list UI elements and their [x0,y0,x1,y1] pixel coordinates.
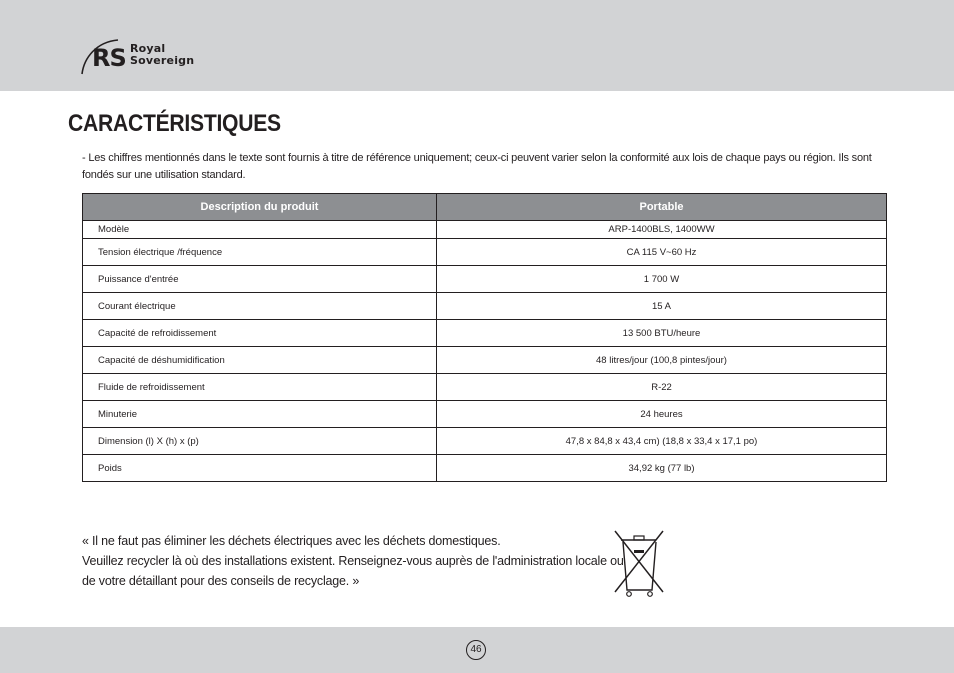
table-row [83,428,887,455]
svg-text:RS: RS [92,44,126,72]
table-row [83,293,887,320]
row-value: 13 500 BTU/heure [437,320,887,347]
row-value: R-22 [437,374,887,401]
row-label: Poids [83,455,437,482]
page-number: 46 [466,640,486,660]
row-label: Modèle [83,221,437,239]
row-label: Capacité de déshumidification [83,347,437,374]
crossed-out-wheelie-bin-icon [612,528,666,600]
row-value: 24 heures [437,401,887,428]
intro-note: - Les chiffres mentionnés dans le texte sont fournis à titre de référence uniquement; ceux-ci peuvent varier selon la conformité aux lois de chaque pays ou région. Ils sont fondés sur une utilisation standard. [82,152,872,181]
table-row [83,266,887,293]
row-value: 1 700 W [437,266,887,293]
table-row [83,320,887,347]
row-label: Fluide de refroidissement [83,374,437,401]
row-value: CA 115 V~60 Hz [437,239,887,266]
recycling-line-1: « Il ne faut pas éliminer les déchets électriques avec les déchets domestiques. [82,534,501,548]
column-header-portable: Portable [437,194,887,221]
brand-line-sovereign: Sovereign [130,54,195,67]
table-row [83,347,887,374]
table-row [83,455,887,482]
row-label: Capacité de refroidissement [83,320,437,347]
header-band [0,0,954,91]
royal-sovereign-logo [78,38,208,78]
table-row [83,239,887,266]
row-label: Tension électrique /fréquence [83,239,437,266]
table-header-row [83,194,887,221]
brand-line-royal: Royal [130,42,166,55]
row-value: 15 A [437,293,887,320]
page-title: CARACTÉRISTIQUES [68,110,281,137]
row-value: ARP-1400BLS, 1400WW [437,221,887,239]
row-label: Puissance d'entrée [83,266,437,293]
recycling-line-2: Veuillez recycler là où des installations existent. Renseignez-vous auprès de l'administration locale ou [82,554,624,568]
brand-name [130,43,194,67]
specifications-table [82,193,887,482]
table-row [83,221,887,239]
rs-logo-mark-icon [78,38,130,78]
table-row [83,374,887,401]
row-value: 48 litres/jour (100,8 pintes/jour) [437,347,887,374]
column-header-description: Description du produit [83,194,437,221]
row-label: Courant électrique [83,293,437,320]
table-row [83,401,887,428]
recycling-line-3: de votre détaillant pour des conseils de recyclage. » [82,574,360,588]
row-value: 47,8 x 84,8 x 43,4 cm) (18,8 x 33,4 x 17,1 po) [437,428,887,455]
row-label: Minuterie [83,401,437,428]
row-value: 34,92 kg (77 lb) [437,455,887,482]
recycling-notice [82,531,624,591]
row-label: Dimension (l) X (h) x (p) [83,428,437,455]
